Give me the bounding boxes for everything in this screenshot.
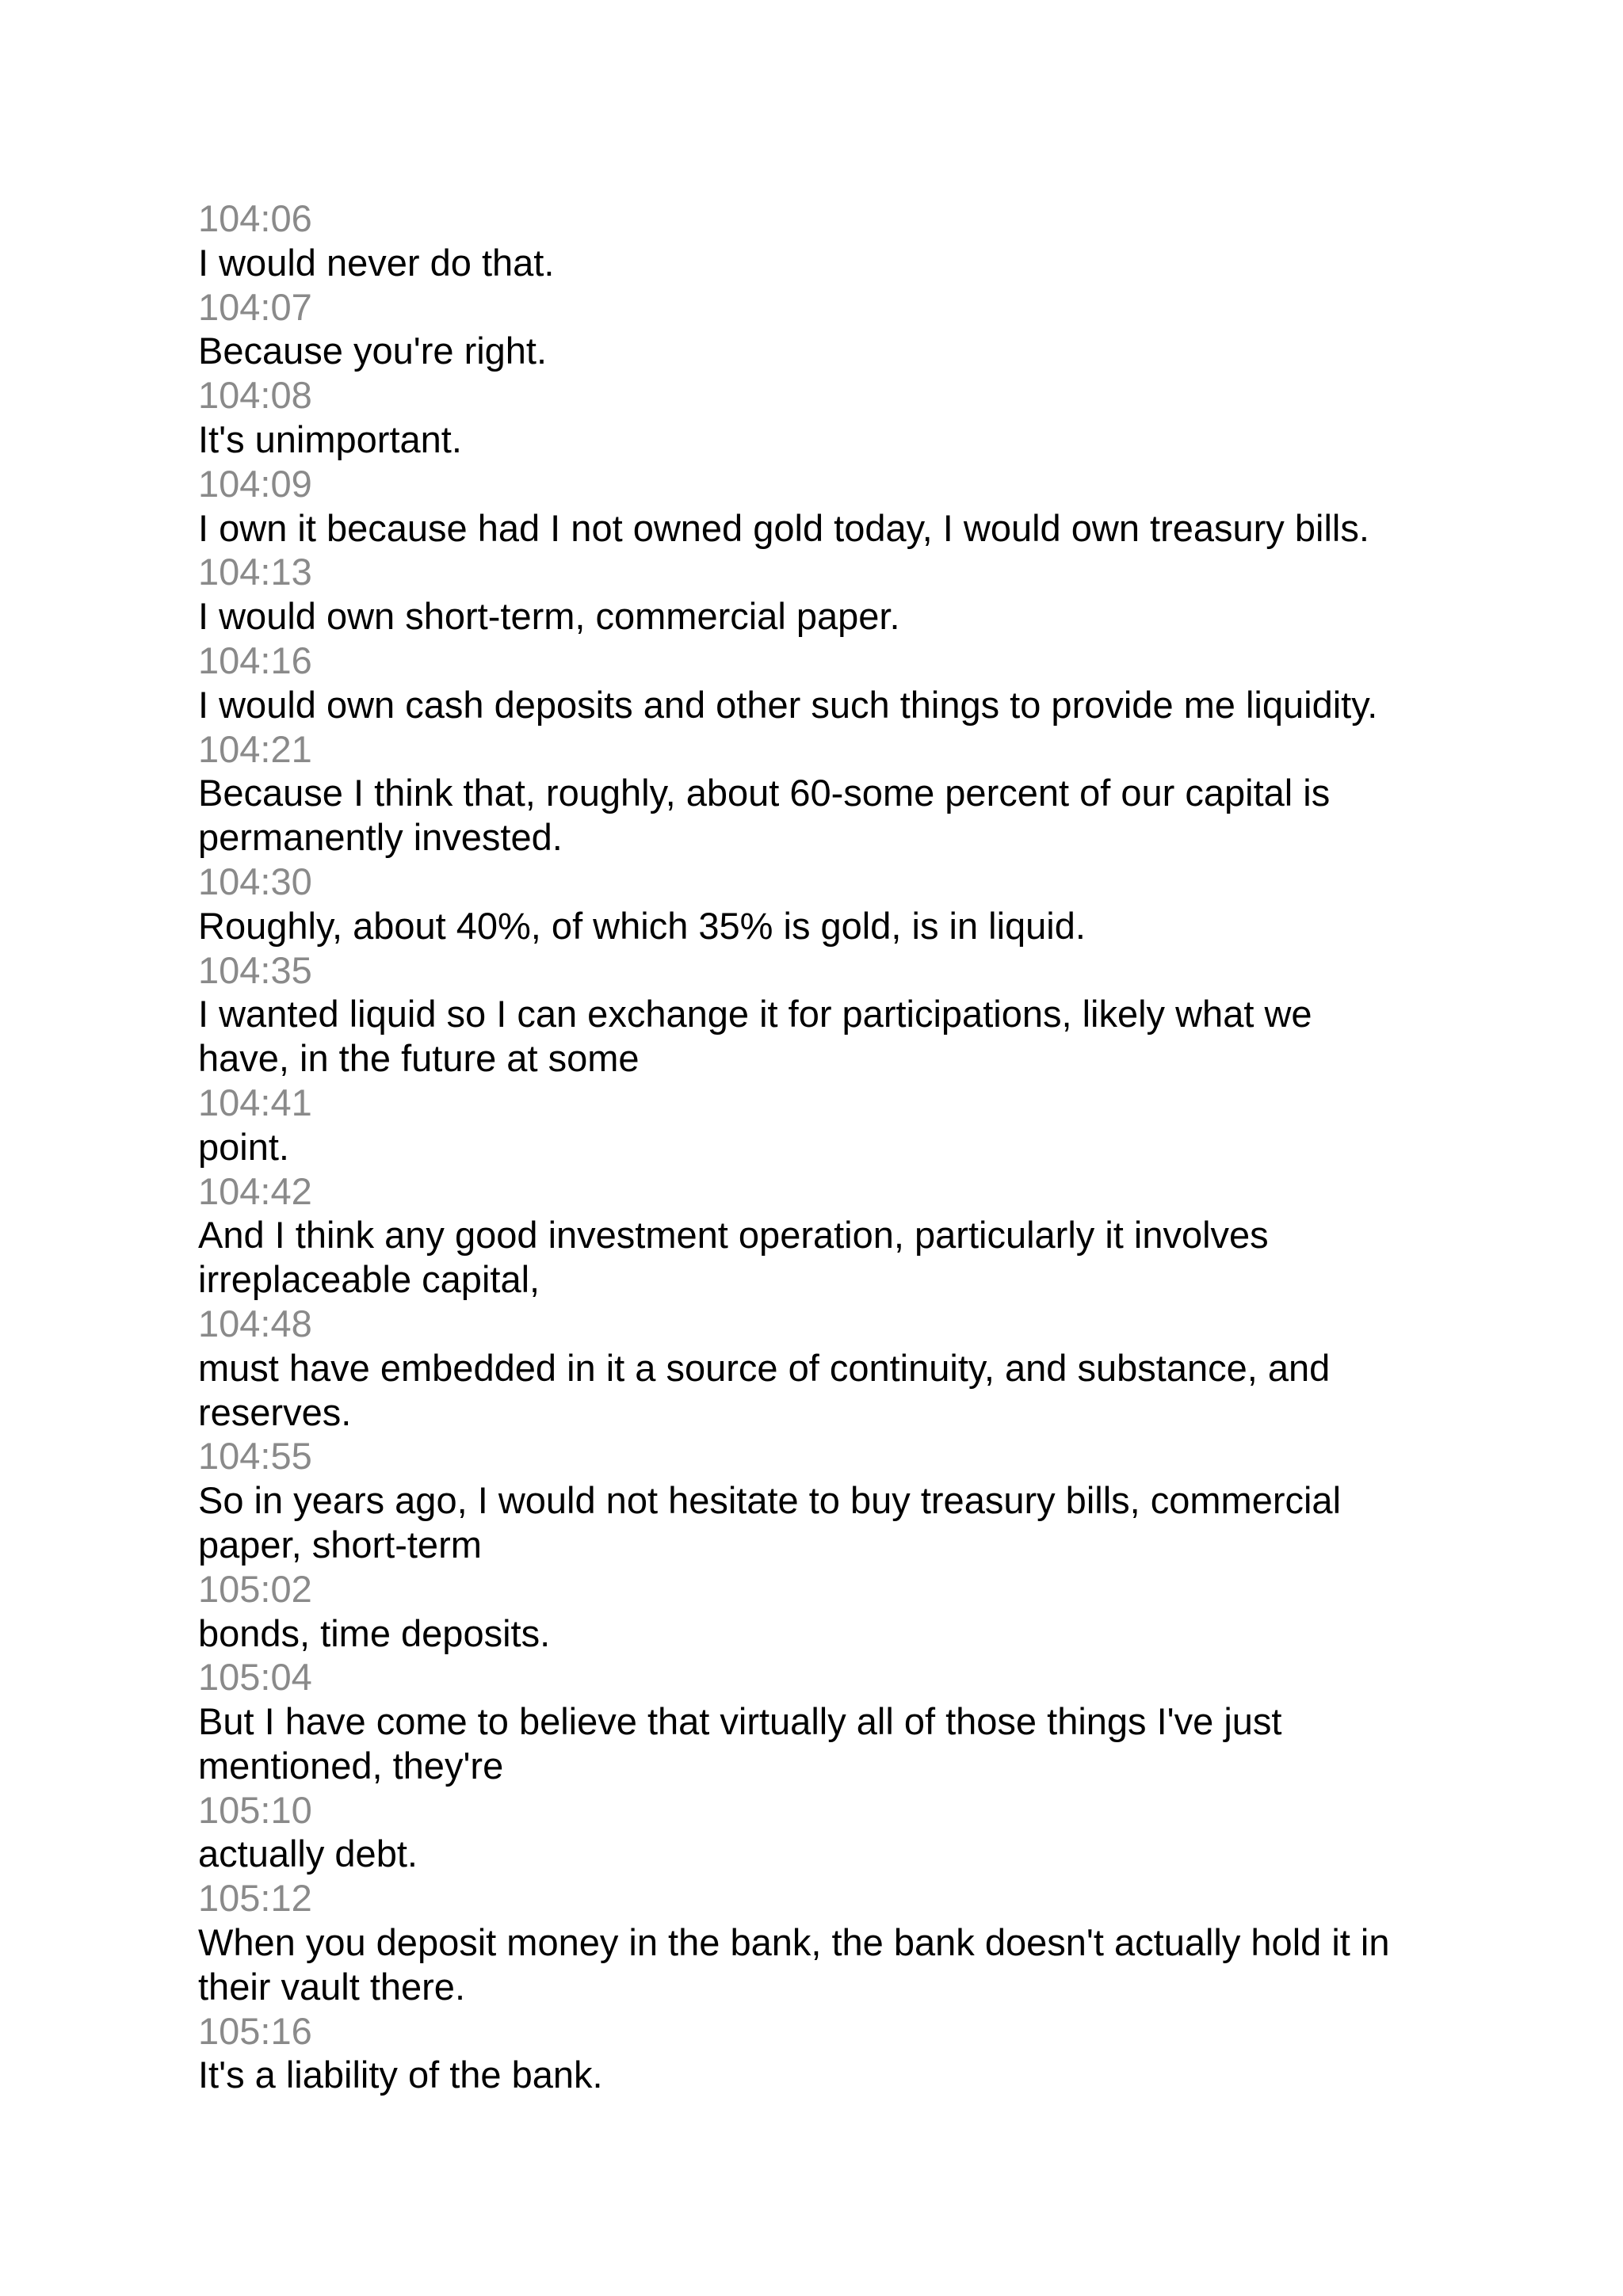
timestamp: 104:08	[198, 374, 312, 417]
transcript-line: I would own cash deposits and other such things to provide me liquidity.	[198, 683, 1378, 726]
transcript-line: Roughly, about 40%, of which 35% is gold, is in liquid.	[198, 904, 1086, 947]
transcript-line: their vault there.	[198, 1965, 466, 2008]
transcript-line: It's unimportant.	[198, 418, 462, 460]
transcript-segments	[198, 196, 1434, 2097]
transcript-segment	[198, 1081, 1434, 1169]
transcript-line: And I think any good investment operation, particularly it involves	[198, 1214, 1269, 1257]
timestamp: 105:16	[198, 2009, 312, 2052]
transcript-segment	[198, 948, 1434, 1081]
transcript-line: must have embedded in it a source of continuity, and substance, and	[198, 1346, 1331, 1389]
transcript-segment	[198, 196, 1434, 285]
transcript-line: actually debt.	[198, 1833, 418, 1875]
transcript-segment	[198, 1876, 1434, 2008]
timestamp: 105:12	[198, 1877, 312, 1920]
transcript-line: point.	[198, 1125, 289, 1168]
timestamp: 104:13	[198, 551, 312, 593]
transcript-line: permanently invested.	[198, 816, 563, 859]
transcript-line: I wanted liquid so I can exchange it for participations, likely what we	[198, 993, 1312, 1035]
transcript-line: When you deposit money in the bank, the bank doesn't actually hold it in	[198, 1921, 1390, 1964]
transcript-segment	[198, 1302, 1434, 1434]
transcript-line: reserves.	[198, 1390, 352, 1433]
timestamp: 104:16	[198, 639, 312, 681]
transcript-line: have, in the future at some	[198, 1037, 640, 1080]
transcript-segment	[198, 2009, 1434, 2098]
timestamp: 104:41	[198, 1081, 312, 1123]
timestamp: 105:10	[198, 1788, 312, 1831]
transcript-line: But I have come to believe that virtually all of those things I've just	[198, 1700, 1282, 1743]
timestamp: 104:35	[198, 948, 312, 991]
transcript-segment	[198, 1434, 1434, 1566]
timestamp: 105:02	[198, 1567, 312, 1610]
timestamp: 104:55	[198, 1435, 312, 1478]
transcript-line: Because I think that, roughly, about 60-some percent of our capital is	[198, 772, 1331, 814]
timestamp: 105:04	[198, 1656, 312, 1699]
transcript-segment	[198, 727, 1434, 860]
timestamp: 104:42	[198, 1169, 312, 1212]
timestamp: 104:09	[198, 462, 312, 505]
timestamp: 104:48	[198, 1302, 312, 1344]
transcript-line: It's a liability of the bank.	[198, 2054, 603, 2096]
transcript-line: So in years ago, I would not hesitate to buy treasury bills, commercial	[198, 1479, 1342, 1522]
transcript-line: I would own short-term, commercial paper.	[198, 595, 900, 638]
transcript-segment	[198, 462, 1434, 551]
transcript-line: bonds, time deposits.	[198, 1611, 551, 1654]
transcript-line: I own it because had I not owned gold today, I would own treasury bills.	[198, 506, 1369, 549]
transcript-line: I would never do that.	[198, 241, 555, 284]
timestamp: 104:21	[198, 727, 312, 770]
transcript-line: mentioned, they're	[198, 1744, 504, 1787]
transcript-segment	[198, 285, 1434, 374]
transcript-line: Because you're right.	[198, 330, 548, 372]
timestamp: 104:06	[198, 197, 312, 239]
transcript-page	[198, 196, 1434, 2097]
timestamp: 104:07	[198, 285, 312, 328]
transcript-line: irreplaceable capital,	[198, 1258, 540, 1301]
transcript-line: paper, short-term	[198, 1523, 482, 1566]
transcript-segment	[198, 860, 1434, 948]
timestamp: 104:30	[198, 860, 312, 902]
transcript-segment	[198, 1655, 1434, 1787]
transcript-segment	[198, 639, 1434, 727]
transcript-segment	[198, 1788, 1434, 1877]
transcript-segment	[198, 550, 1434, 639]
transcript-segment	[198, 1169, 1434, 1302]
transcript-segment	[198, 1567, 1434, 1656]
transcript-segment	[198, 373, 1434, 462]
